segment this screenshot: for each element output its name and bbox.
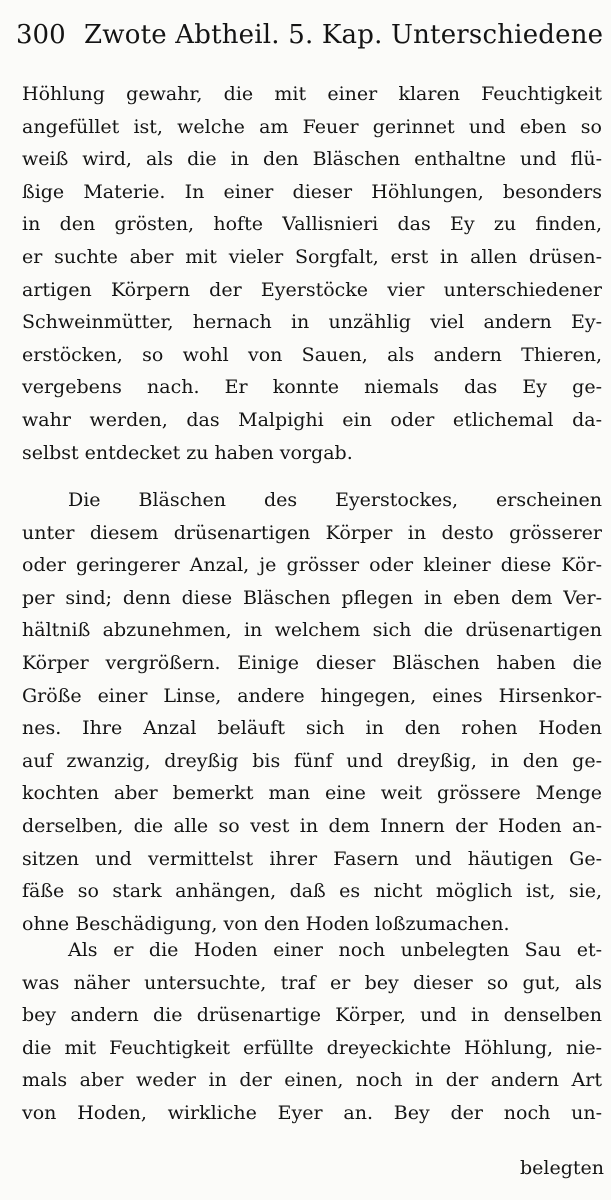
text-line: artigen Körpern der Eyerstöcke vier unterschiedener (22, 278, 602, 301)
text-line: in den grösten, hofte Vallisnieri das Ey zu finden, (22, 213, 602, 236)
catchword: belegten (520, 1157, 605, 1179)
text-line: Größe einer Linse, andere hingegen, eines Hirsenkor- (22, 684, 602, 707)
text-line: Höhlung gewahr, die mit einer klaren Feuchtigkeit (22, 83, 602, 105)
text-line: er suchte aber mit vieler Sorgfalt, erst in allen drüsen- (22, 245, 602, 268)
text-line: nes. Ihre Anzal beläuft sich in den rohen Hoden (22, 717, 602, 740)
text-line: weiß wird, als die in den Bläschen enthaltne und flü- (22, 148, 602, 171)
paragraph-1 (22, 78, 602, 469)
text-line: wahr werden, das Malpighi ein oder etlichemal da- (22, 408, 602, 431)
text-line: mals aber weder in der einen, noch in der andern Art (22, 1069, 602, 1092)
text-line: Schweinmütter, hernach in unzählig viel andern Ey- (22, 311, 602, 334)
text-line: bey andern die drüsenartige Körper, und in denselben (22, 1004, 602, 1027)
text-line: vergebens nach. Er konnte niemals das Ey ge- (22, 376, 602, 399)
paragraph-3 (22, 934, 602, 1130)
text-line: von Hoden, wirkliche Eyer an. Bey der noch un- (22, 1101, 602, 1124)
text-line: kochten aber bemerkt man eine weit grössere Menge (22, 782, 602, 805)
page-number: 300 (16, 20, 66, 50)
text-line: die mit Feuchtigkeit erfüllte dreyeckichte Höhlung, nie- (22, 1036, 602, 1059)
page-header (16, 18, 604, 60)
text-line: auf zwanzig, dreyßig bis fünf und dreyßig, in den ge- (22, 749, 602, 772)
text-line: was näher untersuchte, traf er bey dieser so gut, als (22, 971, 602, 994)
text-line: per sind; denn diese Bläschen pflegen in eben dem Ver- (22, 586, 602, 609)
text-line: angefüllet ist, welche am Feuer gerinnet und eben so (22, 115, 602, 138)
text-line: Die Bläschen des Eyerstockes, erscheinen (68, 489, 602, 511)
text-line: fäße so stark anhängen, daß es nicht möglich ist, sie, (22, 880, 602, 903)
text-line: sitzen und vermittelst ihrer Fasern und häutigen Ge- (22, 847, 602, 870)
text-line: ßige Materie. In einer dieser Höhlungen, besonders (22, 180, 602, 203)
text-line: Als er die Hoden einer noch unbelegten Sau et- (68, 939, 602, 961)
text-line: Körper vergrößern. Einige dieser Bläschen haben die (22, 651, 602, 674)
text-line: unter diesem drüsenartigen Körper in desto grösserer (22, 521, 602, 544)
text-line: derselben, die alle so vest in dem Innern der Hoden an- (22, 814, 602, 837)
text-line: erstöcken, so wohl von Sauen, als andern Thieren, (22, 343, 602, 366)
text-line: selbst entdecket zu haben vorgab. (22, 441, 353, 464)
running-head: Zwote Abtheil. 5. Kap. Unterschiedene (84, 20, 604, 50)
text-line: hältniß abzunehmen, in welchem sich die drüsenartigen (22, 619, 602, 642)
text-line: oder geringerer Anzal, je grösser oder kleiner diese Kör- (22, 554, 602, 577)
text-line: ohne Beschädigung, von den Hoden loßzumachen. (22, 912, 510, 935)
paragraph-2 (22, 484, 602, 940)
